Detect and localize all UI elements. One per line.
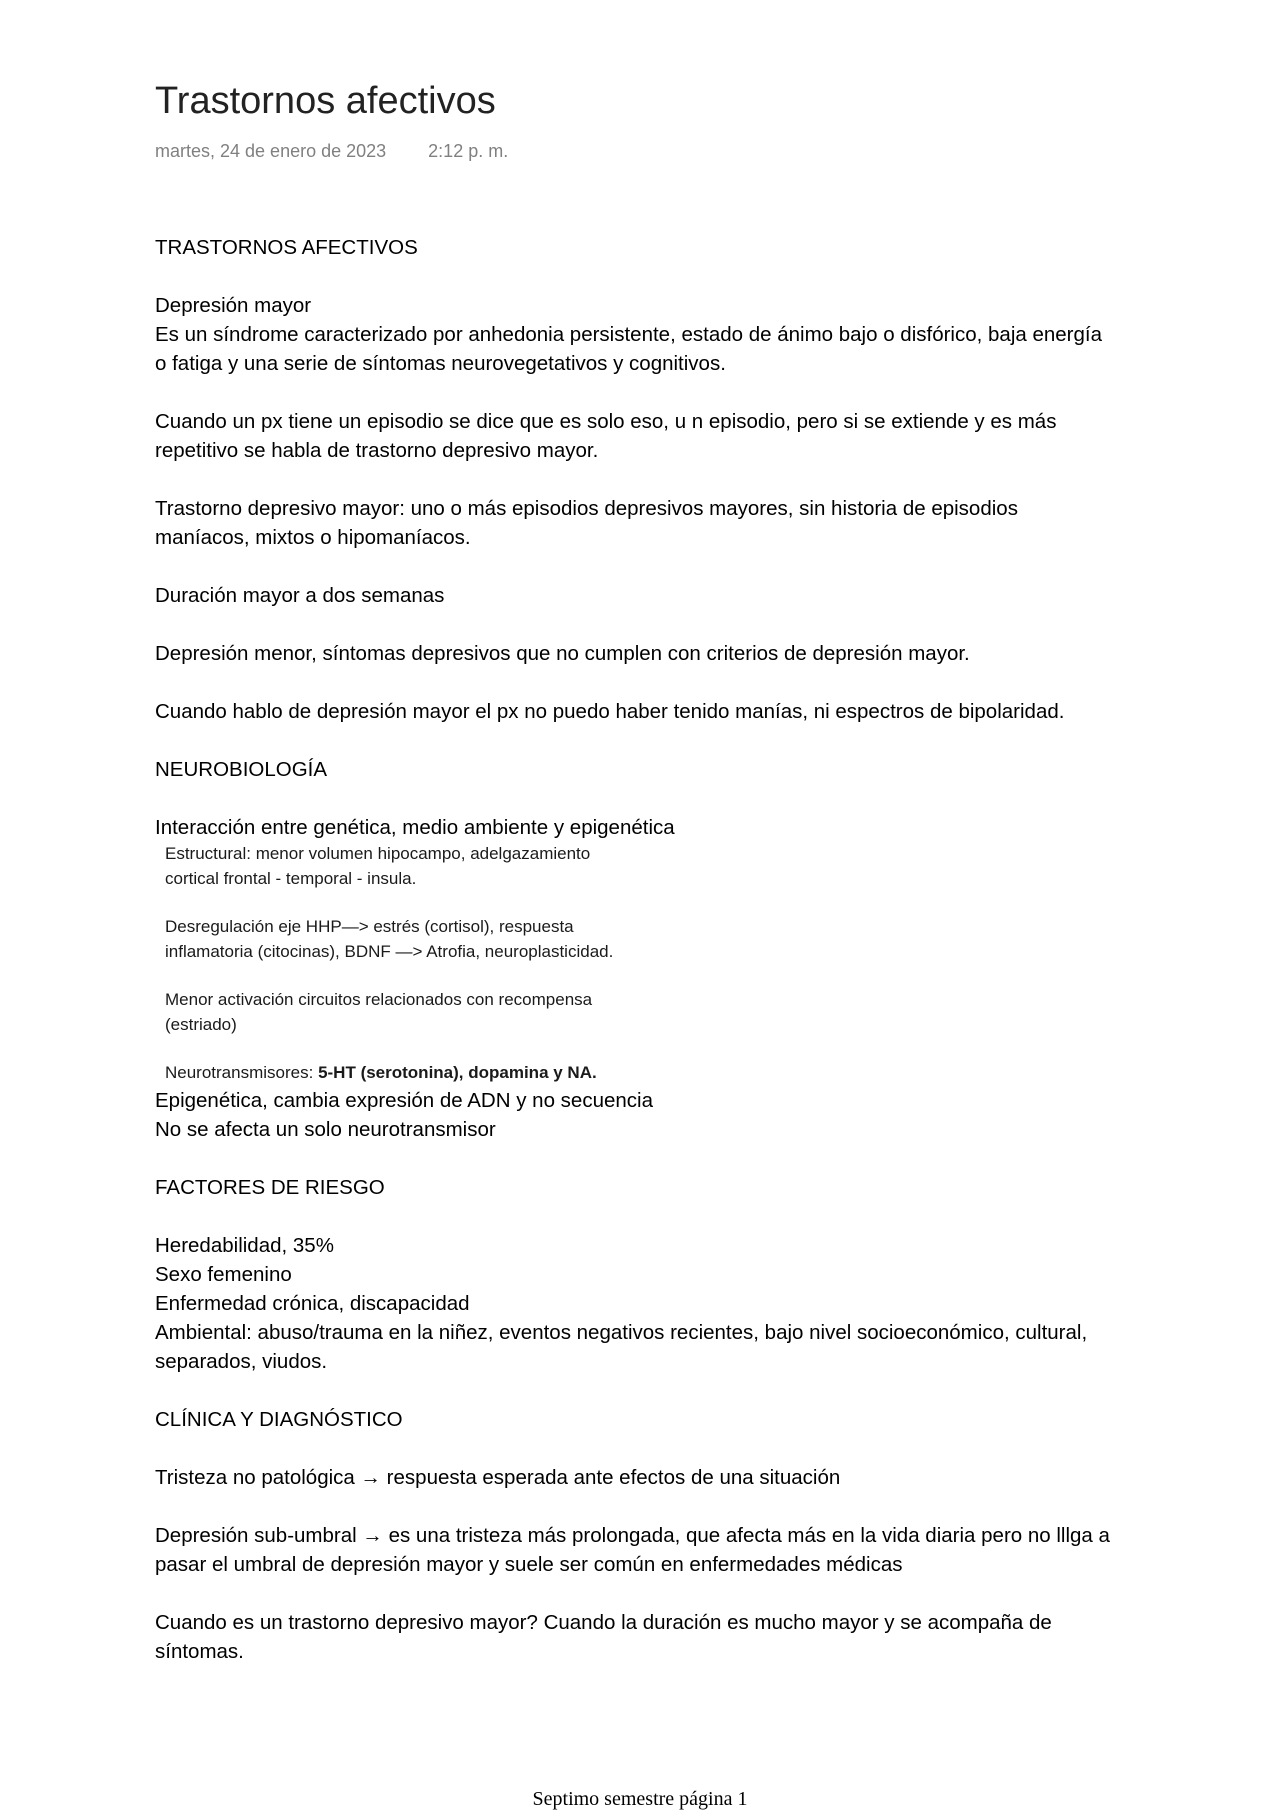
embed-reward: Menor activación circuitos relacionados con recompensa (estriado): [165, 990, 593, 1034]
list-item: Sexo femenino: [155, 1262, 292, 1286]
list-risk-factors: [155, 1231, 1115, 1376]
section-heading-clinica: CLÍNICA Y DIAGNÓSTICO: [155, 1407, 403, 1431]
embed-structural: Estructural: menor volumen hipocampo, adelgazamiento cortical frontal - temporal - insula.: [165, 844, 591, 888]
list-item: Ambiental: abuso/trauma en la niñez, eventos negativos recientes, bajo nivel socioeconómico, cultural, separados, viudos.: [155, 1320, 1088, 1373]
paragraph-subthreshold: Depresión sub-umbral → es una tristeza más prolongada, que afecta más en la vida diaria pero no lllga a pasar el umbral de depresión mayor y suele ser común en enfermedades médicas: [155, 1523, 1110, 1576]
embedded-image-neurobiology: [165, 842, 1115, 1086]
subheading-depresion-mayor: Depresión mayor: [155, 294, 312, 317]
embed-hhp: Desregulación eje HHP—> estrés (cortisol), respuesta inflamatoria (citocinas), BDNF —> Atrofia, neuroplasticidad.: [165, 917, 614, 961]
section-heading-factores: FACTORES DE RIESGO: [155, 1175, 385, 1199]
paragraph-interaction: Interacción entre genética, medio ambiente y epigenética: [155, 816, 675, 839]
section-heading-neurobiologia: NEUROBIOLOGÍA: [155, 758, 328, 781]
paragraph-tdm: Trastorno depresivo mayor: uno o más episodios depresivos mayores, sin historia de episodios maníacos, mixtos o hipomaníacos.: [155, 497, 1018, 549]
page-date: martes, 24 de enero de 2023: [155, 141, 387, 161]
paragraph-duration: Duración mayor a dos semanas: [155, 584, 445, 607]
page-meta: [155, 141, 508, 162]
paragraph-mania: Cuando hablo de depresión mayor el px no puedo haber tenido manías, ni espectros de bipolaridad.: [155, 700, 1065, 723]
definition-text: Es un síndrome caracterizado por anhedonia persistente, estado de ánimo bajo o disfórico, baja energía o fatiga y una serie de síntomas neurovegetativos y cognitivos.: [155, 323, 1103, 375]
paragraph-question: Cuando es un trastorno depresivo mayor? Cuando la duración es mucho mayor y se acompaña de síntomas.: [155, 1610, 1052, 1663]
page-time: 2:12 p. m.: [428, 141, 509, 161]
page-title: Trastornos afectivos: [155, 80, 496, 122]
paragraph-minor: Depresión menor, síntomas depresivos que no cumplen con criterios de depresión mayor.: [155, 642, 970, 665]
paragraph-sadness: Tristeza no patológica → respuesta esperada ante efectos de una situación: [155, 1465, 841, 1489]
section-heading-trastornos: TRASTORNOS AFECTIVOS: [155, 236, 418, 259]
list-item: Enfermedad crónica, discapacidad: [155, 1291, 470, 1315]
list-item: Heredabilidad, 35%: [155, 1233, 334, 1257]
paragraph-epigenetics: Epigenética, cambia expresión de ADN y no secuencia No se afecta un solo neurotransmisor: [155, 1088, 653, 1141]
note-content: [155, 233, 1115, 1695]
embed-neurotransmitters: Neurotransmisores: 5-HT (serotonina), dopamina y NA.: [165, 1063, 597, 1082]
paragraph-episode: Cuando un px tiene un episodio se dice que es solo eso, u n episodio, pero si se extiende y es más repetitivo se habla de trastorno depresivo mayor.: [155, 410, 1057, 462]
paragraph-depresion-mayor: [155, 291, 1115, 378]
page-footer: Septimo semestre página 1: [532, 1788, 748, 1810]
